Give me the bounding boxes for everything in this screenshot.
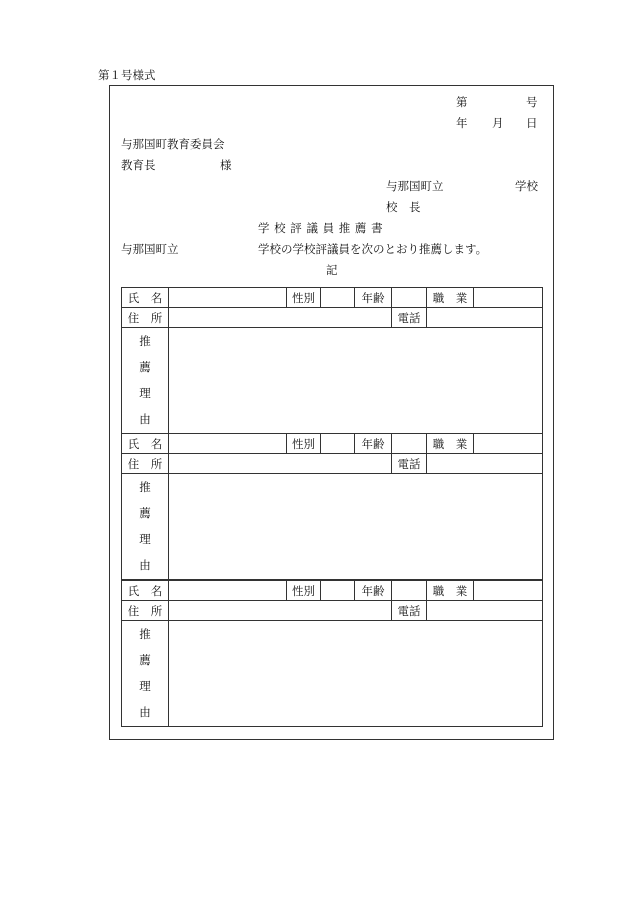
reason-label: 推 薦 理 由 — [122, 328, 169, 434]
recommendation-table-2 — [121, 433, 543, 580]
age-field[interactable] — [392, 581, 427, 601]
addressee-board: 与那国町教育委員会 — [121, 137, 225, 151]
sender-principal: 校 長 — [386, 200, 421, 214]
name-field[interactable] — [169, 581, 287, 601]
recommendation-table-3 — [121, 580, 543, 727]
occupation-label: 職 業 — [427, 581, 474, 601]
recommendation-table-1 — [121, 287, 543, 434]
body-text: 学校の学校評議員を次のとおり推薦します。 — [258, 242, 488, 256]
occupation-label: 職 業 — [427, 288, 474, 308]
occupation-field[interactable] — [474, 581, 543, 601]
phone-field[interactable] — [427, 454, 543, 474]
age-label: 年齢 — [355, 581, 392, 601]
number-dai: 第 — [456, 95, 468, 109]
address-field[interactable] — [169, 454, 392, 474]
name-field[interactable] — [169, 288, 287, 308]
document-title: 学 校 評 議 員 推 薦 書 — [258, 221, 384, 235]
body-town: 与那国町立 — [121, 242, 179, 256]
sender-town: 与那国町立 — [386, 179, 444, 193]
date-year: 年 — [456, 116, 468, 130]
sender-school-suffix: 学校 — [515, 179, 538, 193]
addressee-superintendent: 教育長 — [121, 158, 156, 172]
gender-label: 性別 — [287, 434, 321, 454]
age-field[interactable] — [392, 288, 427, 308]
phone-label: 電話 — [392, 601, 427, 621]
ki-label: 記 — [326, 263, 338, 277]
address-field[interactable] — [169, 601, 392, 621]
gender-field[interactable] — [321, 434, 355, 454]
address-label: 住 所 — [122, 601, 169, 621]
gender-label: 性別 — [287, 581, 321, 601]
name-label: 氏 名 — [122, 434, 169, 454]
phone-label: 電話 — [392, 308, 427, 328]
occupation-field[interactable] — [474, 288, 543, 308]
address-label: 住 所 — [122, 454, 169, 474]
form-number: 第１号様式 — [98, 68, 156, 82]
gender-field[interactable] — [321, 581, 355, 601]
age-label: 年齢 — [355, 434, 392, 454]
age-label: 年齢 — [355, 288, 392, 308]
reason-field[interactable] — [169, 328, 543, 434]
date-day: 日 — [526, 116, 538, 130]
name-label: 氏 名 — [122, 581, 169, 601]
phone-field[interactable] — [427, 601, 543, 621]
address-label: 住 所 — [122, 308, 169, 328]
occupation-field[interactable] — [474, 434, 543, 454]
gender-field[interactable] — [321, 288, 355, 308]
reason-field[interactable] — [169, 474, 543, 580]
phone-field[interactable] — [427, 308, 543, 328]
age-field[interactable] — [392, 434, 427, 454]
addressee-honorific: 様 — [220, 158, 232, 172]
date-month: 月 — [492, 116, 504, 130]
address-field[interactable] — [169, 308, 392, 328]
phone-label: 電話 — [392, 454, 427, 474]
number-go: 号 — [526, 95, 538, 109]
reason-label: 推 薦 理 由 — [122, 621, 169, 727]
name-label: 氏 名 — [122, 288, 169, 308]
occupation-label: 職 業 — [427, 434, 474, 454]
reason-field[interactable] — [169, 621, 543, 727]
reason-label: 推 薦 理 由 — [122, 474, 169, 580]
name-field[interactable] — [169, 434, 287, 454]
gender-label: 性別 — [287, 288, 321, 308]
